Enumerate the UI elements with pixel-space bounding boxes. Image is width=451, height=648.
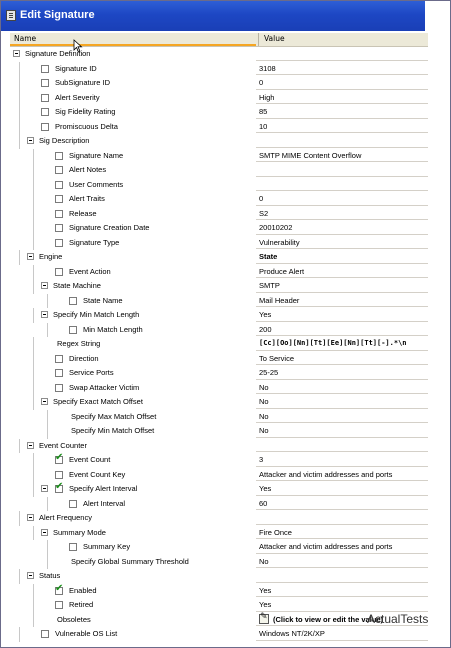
row-label: Alert Notes bbox=[69, 165, 107, 174]
row-value: State bbox=[259, 252, 278, 261]
table-row[interactable] bbox=[10, 381, 428, 396]
row-value: Produce Alert bbox=[259, 266, 305, 276]
row-value: To Service bbox=[259, 353, 295, 363]
table-row[interactable] bbox=[10, 163, 428, 178]
row-label: Status bbox=[39, 571, 61, 580]
checkbox[interactable] bbox=[41, 94, 49, 102]
table-row[interactable] bbox=[10, 62, 428, 77]
row-label: Enabled bbox=[69, 585, 97, 595]
table-row[interactable] bbox=[10, 120, 428, 135]
tree-guide-line bbox=[33, 308, 34, 323]
tree-guide-line bbox=[19, 511, 20, 526]
row-divider bbox=[256, 292, 428, 293]
tree-guide-line bbox=[33, 337, 34, 352]
tree-guide-line bbox=[47, 410, 48, 425]
checkbox[interactable] bbox=[69, 543, 77, 551]
row-value: 200 bbox=[259, 324, 272, 334]
edit-value-link[interactable]: (Click to view or edit the value) bbox=[273, 614, 384, 624]
row-divider bbox=[256, 219, 428, 220]
row-divider bbox=[256, 567, 428, 568]
table-row[interactable] bbox=[10, 482, 428, 497]
checkbox[interactable] bbox=[55, 268, 63, 276]
row-divider bbox=[256, 161, 428, 162]
tree-guide-line bbox=[33, 598, 34, 613]
checkbox[interactable] bbox=[55, 181, 63, 189]
row-label: Alert Traits bbox=[69, 194, 105, 203]
table-row[interactable] bbox=[10, 134, 428, 149]
tree-guide-line bbox=[19, 569, 20, 584]
table-row[interactable] bbox=[10, 149, 428, 164]
tree-guide-line bbox=[33, 279, 34, 294]
column-divider[interactable] bbox=[258, 33, 259, 46]
tree-guide-line bbox=[19, 134, 20, 149]
checkbox[interactable] bbox=[41, 630, 49, 638]
row-value: Yes bbox=[259, 484, 272, 493]
watermark-text: ActualTests bbox=[367, 612, 429, 626]
checkbox[interactable] bbox=[41, 65, 49, 73]
row-label: Signature Name bbox=[69, 150, 124, 160]
collapse-toggle-icon[interactable] bbox=[27, 137, 34, 144]
tree-guide-line bbox=[33, 207, 34, 222]
row-label: Regex String bbox=[57, 339, 101, 348]
tree-guide-line bbox=[33, 221, 34, 236]
row-divider bbox=[256, 234, 428, 235]
checkbox[interactable] bbox=[55, 152, 63, 160]
table-row[interactable] bbox=[10, 540, 428, 555]
collapse-toggle-icon[interactable] bbox=[41, 485, 48, 492]
table-row[interactable] bbox=[10, 352, 428, 367]
collapse-toggle-icon[interactable] bbox=[41, 282, 48, 289]
row-label: SubSignature ID bbox=[55, 78, 111, 87]
table-row[interactable] bbox=[10, 178, 428, 193]
row-label: Direction bbox=[69, 353, 99, 363]
row-value: S2 bbox=[259, 208, 269, 218]
tree-guide-line bbox=[47, 540, 48, 555]
table-row[interactable] bbox=[10, 424, 428, 439]
row-divider bbox=[256, 60, 428, 61]
table-row[interactable] bbox=[10, 265, 428, 280]
tree-guide-line bbox=[33, 178, 34, 193]
row-label: Sig Description bbox=[39, 136, 90, 145]
row-divider bbox=[256, 350, 428, 351]
row-divider bbox=[256, 422, 428, 423]
row-value: SMTP MIME Content Overflow bbox=[259, 150, 362, 160]
tree-guide-line bbox=[33, 236, 34, 251]
row-label: Vulnerable OS List bbox=[55, 629, 118, 638]
row-label: Specify Exact Match Offset bbox=[53, 397, 143, 406]
column-sort-indicator bbox=[10, 44, 256, 46]
row-label: Signature ID bbox=[55, 63, 97, 73]
checkbox[interactable] bbox=[41, 123, 49, 131]
tree-guide-line bbox=[33, 381, 34, 396]
table-row[interactable] bbox=[10, 207, 428, 222]
row-divider bbox=[256, 321, 428, 322]
tree-guide-line bbox=[33, 352, 34, 367]
window-icon bbox=[6, 10, 16, 21]
row-divider bbox=[256, 248, 428, 249]
row-label: Service Ports bbox=[69, 368, 114, 377]
tree-guide-line bbox=[33, 482, 34, 497]
row-value: [Cc][Oo][Nn][Tt][Ee][Nn][Tt][-].*\n bbox=[259, 339, 407, 347]
row-divider bbox=[256, 596, 428, 597]
row-divider bbox=[256, 379, 428, 380]
table-row[interactable] bbox=[10, 236, 428, 251]
row-divider bbox=[256, 582, 428, 583]
table-row[interactable] bbox=[10, 526, 428, 541]
column-header-name[interactable]: Name bbox=[14, 34, 37, 43]
checkbox[interactable] bbox=[55, 166, 63, 174]
tree-guide-line bbox=[33, 163, 34, 178]
row-label: State Machine bbox=[53, 281, 101, 290]
row-value: High bbox=[259, 92, 275, 102]
row-label: Event Counter bbox=[39, 440, 87, 450]
column-header-value[interactable]: Value bbox=[264, 34, 285, 43]
row-label: Retired bbox=[69, 600, 94, 609]
row-label: Signature Definition bbox=[25, 49, 91, 58]
row-label: Specify Alert Interval bbox=[69, 484, 138, 493]
row-value: 0 bbox=[259, 194, 264, 203]
table-row[interactable] bbox=[10, 337, 428, 352]
table-row[interactable] bbox=[10, 453, 428, 468]
row-label: Event Action bbox=[69, 266, 111, 276]
table-row[interactable] bbox=[10, 569, 428, 584]
table-row[interactable] bbox=[10, 439, 428, 454]
row-divider bbox=[256, 524, 428, 525]
tree-guide-line bbox=[47, 555, 48, 570]
checkbox[interactable] bbox=[69, 326, 77, 334]
tree-guide-line bbox=[33, 584, 34, 599]
tree-guide-line bbox=[19, 76, 20, 91]
row-divider bbox=[256, 89, 428, 90]
checkbox[interactable] bbox=[55, 239, 63, 247]
checkbox[interactable] bbox=[55, 224, 63, 232]
row-value: 3 bbox=[259, 455, 264, 464]
table-row[interactable] bbox=[10, 192, 428, 207]
tree-guide-line bbox=[33, 149, 34, 164]
row-value: Attacker and victim addresses and ports bbox=[259, 542, 393, 551]
row-value: SMTP bbox=[259, 281, 280, 290]
checked-checkbox[interactable] bbox=[55, 485, 63, 493]
table-row[interactable] bbox=[10, 294, 428, 309]
collapse-toggle-icon[interactable] bbox=[27, 514, 34, 521]
tree-guide-line bbox=[19, 105, 20, 120]
row-value: No bbox=[259, 426, 269, 435]
table-row[interactable] bbox=[10, 613, 428, 628]
row-value: Attacker and victim addresses and ports bbox=[259, 469, 393, 479]
row-label: Sig Fidelity Rating bbox=[55, 107, 116, 116]
checkbox[interactable] bbox=[55, 355, 63, 363]
row-value: Vulnerability bbox=[259, 237, 300, 247]
checked-checkbox[interactable] bbox=[55, 587, 63, 595]
row-label: Promiscuous Delta bbox=[55, 121, 118, 131]
tree-guide-line bbox=[19, 91, 20, 106]
window-title: Edit Signature bbox=[20, 9, 95, 21]
row-divider bbox=[256, 553, 428, 554]
row-label: Specify Global Summary Threshold bbox=[71, 556, 189, 566]
row-label: Signature Type bbox=[69, 237, 120, 247]
tree-guide-line bbox=[33, 468, 34, 483]
table-row[interactable] bbox=[10, 410, 428, 425]
row-value: Yes bbox=[259, 585, 272, 595]
row-divider bbox=[256, 277, 428, 278]
row-divider bbox=[256, 103, 428, 104]
tree-guide-line bbox=[19, 439, 20, 454]
table-row[interactable] bbox=[10, 468, 428, 483]
row-value: 20010202 bbox=[259, 223, 293, 232]
table-row[interactable] bbox=[10, 511, 428, 526]
row-divider bbox=[256, 437, 428, 438]
row-divider bbox=[256, 495, 428, 496]
table-row[interactable] bbox=[10, 47, 428, 62]
table-row[interactable] bbox=[10, 323, 428, 338]
row-divider bbox=[256, 393, 428, 394]
row-divider bbox=[256, 306, 428, 307]
checkbox[interactable] bbox=[55, 601, 63, 609]
checkbox[interactable] bbox=[69, 500, 77, 508]
row-divider bbox=[256, 263, 428, 264]
tree-guide-line bbox=[33, 366, 34, 381]
checkbox[interactable] bbox=[55, 471, 63, 479]
row-label: Swap Attacker Victim bbox=[69, 382, 140, 392]
row-divider bbox=[256, 176, 428, 177]
collapse-toggle-icon[interactable] bbox=[41, 398, 48, 405]
row-value: No bbox=[259, 382, 269, 392]
row-label: Event Count bbox=[69, 455, 111, 464]
tree-guide-line bbox=[33, 613, 34, 628]
row-value: 85 bbox=[259, 107, 268, 116]
tree-guide-line bbox=[33, 453, 34, 468]
row-divider bbox=[256, 466, 428, 467]
checkbox[interactable] bbox=[55, 210, 63, 218]
table-row[interactable] bbox=[10, 250, 428, 265]
row-value: Yes bbox=[259, 600, 272, 609]
collapse-toggle-icon[interactable] bbox=[41, 311, 48, 318]
tree-guide-line bbox=[19, 627, 20, 642]
tree-guide-line bbox=[47, 424, 48, 439]
collapse-toggle-icon[interactable] bbox=[27, 442, 34, 449]
row-value: No bbox=[259, 556, 269, 566]
row-value: Mail Header bbox=[259, 295, 300, 305]
row-divider bbox=[256, 205, 428, 206]
row-divider bbox=[256, 74, 428, 75]
tree-guide-line bbox=[33, 265, 34, 280]
table-row[interactable] bbox=[10, 366, 428, 381]
row-divider bbox=[256, 118, 428, 119]
row-label: State Name bbox=[83, 295, 123, 305]
tree-guide-line bbox=[47, 323, 48, 338]
checkbox[interactable] bbox=[41, 79, 49, 87]
row-label: User Comments bbox=[69, 179, 124, 189]
row-label: Min Match Length bbox=[83, 324, 143, 334]
tree-guide-line bbox=[47, 497, 48, 512]
row-divider bbox=[256, 190, 428, 191]
table-row[interactable] bbox=[10, 308, 428, 323]
row-divider bbox=[256, 132, 428, 133]
row-value: 25-25 bbox=[259, 368, 279, 377]
tree-guide-line bbox=[19, 250, 20, 265]
table-row[interactable] bbox=[10, 598, 428, 613]
row-label: Specify Max Match Offset bbox=[71, 411, 157, 421]
row-label: Specify Min Match Offset bbox=[71, 426, 155, 435]
title-bar[interactable] bbox=[1, 1, 425, 31]
row-label: Engine bbox=[39, 252, 63, 261]
row-divider bbox=[256, 538, 428, 539]
table-row[interactable] bbox=[10, 584, 428, 599]
collapse-toggle-icon[interactable] bbox=[27, 572, 34, 579]
row-value: No bbox=[259, 411, 269, 421]
checkbox[interactable] bbox=[41, 108, 49, 116]
tree-guide-line bbox=[47, 294, 48, 309]
table-row[interactable] bbox=[10, 76, 428, 91]
table-row[interactable] bbox=[10, 627, 428, 642]
table-row[interactable] bbox=[10, 105, 428, 120]
table-row[interactable] bbox=[10, 221, 428, 236]
row-divider bbox=[256, 509, 428, 510]
row-divider bbox=[256, 408, 428, 409]
checkbox[interactable] bbox=[55, 369, 63, 377]
collapse-toggle-icon[interactable] bbox=[41, 529, 48, 536]
row-divider bbox=[256, 480, 428, 481]
table-row[interactable] bbox=[10, 91, 428, 106]
edit-value-icon[interactable] bbox=[259, 614, 269, 624]
row-label: Summary Key bbox=[83, 542, 131, 551]
row-value: Yes bbox=[259, 310, 272, 319]
row-divider bbox=[256, 147, 428, 148]
row-divider bbox=[256, 335, 428, 336]
row-label: Alert Interval bbox=[83, 498, 126, 508]
row-value: No bbox=[259, 397, 269, 406]
row-label: Alert Severity bbox=[55, 92, 100, 102]
table-row[interactable] bbox=[10, 497, 428, 512]
tree-guide-line bbox=[33, 526, 34, 541]
row-value: Windows NT/2K/XP bbox=[259, 629, 325, 638]
tree-guide-line bbox=[33, 192, 34, 207]
row-divider bbox=[256, 364, 428, 365]
table-row[interactable] bbox=[10, 555, 428, 570]
table-row[interactable] bbox=[10, 395, 428, 410]
row-value: 0 bbox=[259, 78, 264, 87]
row-label: Summary Mode bbox=[53, 527, 106, 537]
checkbox[interactable] bbox=[55, 195, 63, 203]
row-value: Fire Once bbox=[259, 527, 292, 537]
tree-guide-line bbox=[19, 62, 20, 77]
row-label: Release bbox=[69, 208, 97, 218]
signature-tree-table bbox=[10, 47, 428, 642]
row-value: 3108 bbox=[259, 63, 276, 73]
row-value: 60 bbox=[259, 498, 268, 508]
row-label: Event Count Key bbox=[69, 469, 126, 479]
row-label: Signature Creation Date bbox=[69, 223, 150, 232]
tree-guide-line bbox=[19, 120, 20, 135]
row-divider bbox=[256, 451, 428, 452]
row-label: Alert Frequency bbox=[39, 513, 92, 522]
collapse-toggle-icon[interactable] bbox=[27, 253, 34, 260]
checkbox[interactable] bbox=[69, 297, 77, 305]
checkbox[interactable] bbox=[55, 384, 63, 392]
row-value: 10 bbox=[259, 121, 268, 131]
tree-guide-line bbox=[33, 395, 34, 410]
table-row[interactable] bbox=[10, 279, 428, 294]
checked-checkbox[interactable] bbox=[55, 456, 63, 464]
collapse-toggle-icon[interactable] bbox=[13, 50, 20, 57]
row-label: Obsoletes bbox=[57, 614, 91, 624]
row-divider bbox=[256, 640, 428, 641]
row-label: Specify Min Match Length bbox=[53, 310, 140, 319]
